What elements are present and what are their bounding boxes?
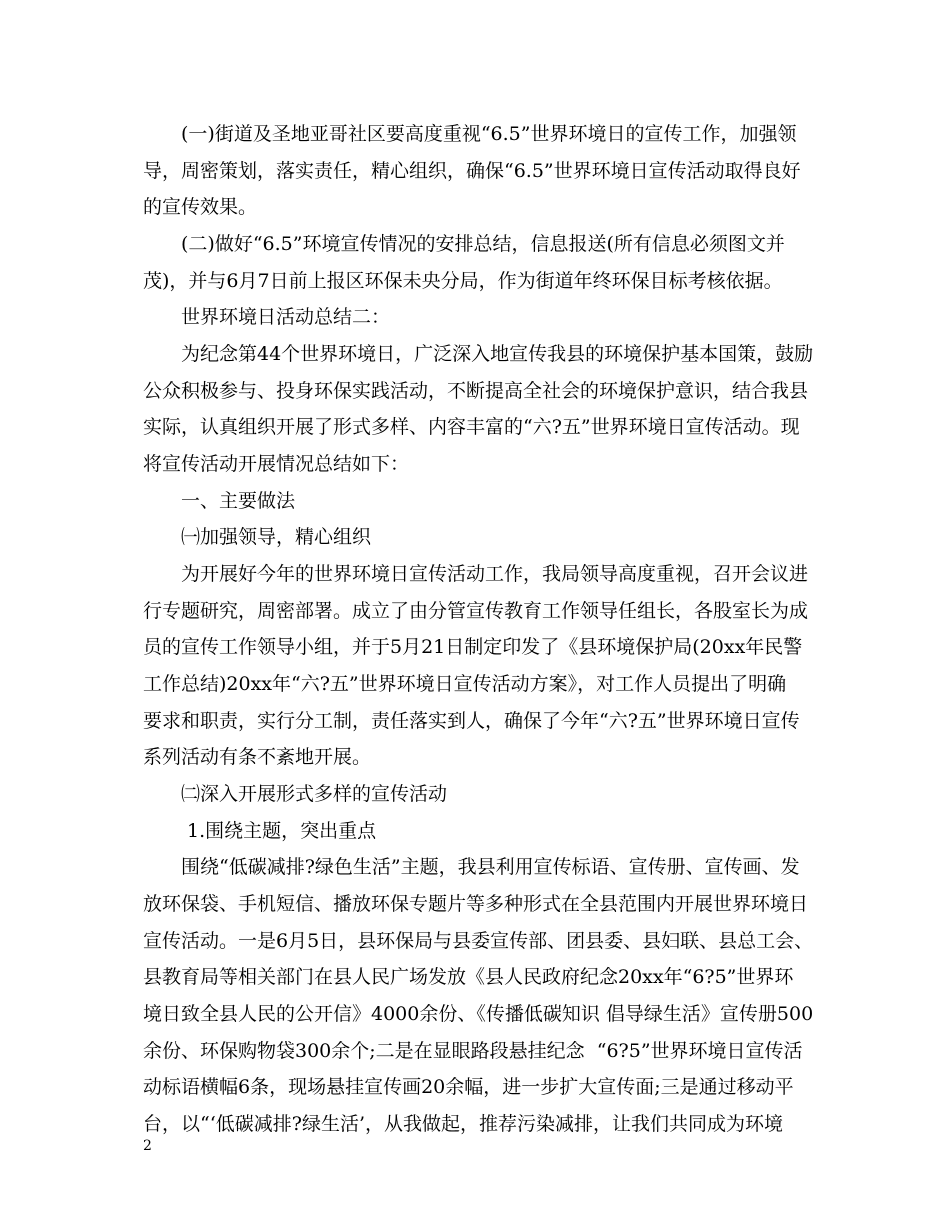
page-number: 2 [143, 1138, 152, 1154]
text-line: 要求和职责，实行分工制，责任落实到人，确保了今年“六?五”世界环境日宣传 [143, 710, 800, 732]
text-line: 为开展好今年的世界环境日宣传活动工作，我局领导高度重视，召开会议进 [181, 563, 809, 585]
text-line: 为纪念第44个世界环境日，广泛深入地宣传我县的环境保护基本国策，鼓励 [181, 343, 814, 365]
text-line: 员的宣传工作领导小组，并于5月21日制定印发了《县环境保护局(20xx年民警 [143, 636, 803, 658]
text-line: 余份、环保购物袋300余个;二是在显眼路段悬挂纪念 “6?5”世界环境日宣传活 [143, 1040, 803, 1062]
text-line: 台，以“‘低碳减排?绿生活’，从我做起，推荐污染减排，让我们共同成为环境 [143, 1113, 783, 1135]
text-line: 将宣传活动开展情况总结如下： [143, 453, 410, 475]
text-line: 县教育局等相关部门在县人民广场发放《县人民政府纪念20xx年“6?5”世界环 [143, 966, 794, 988]
text-line: 1.围绕主题，突出重点 [181, 820, 377, 842]
text-line: 系列活动有条不紊地开展。 [143, 746, 372, 768]
text-line: 实际，认真组织开展了形式多样、内容丰富的“六?五”世界环境日宣传活动。现 [143, 416, 800, 438]
text-line: 的宣传效果。 [143, 196, 258, 218]
text-line: 世界环境日活动总结二： [181, 306, 391, 328]
text-line: 动标语横幅6条，现场悬挂宣传画20余幅，进一步扩大宣传面;三是通过移动平 [143, 1076, 794, 1098]
text-line: 公众积极参与、投身环保实践活动，不断提高全社会的环境保护意识，结合我县 [143, 380, 809, 402]
text-line: 行专题研究，周密部署。成立了由分管宣传教育工作领导任组长，各股室长为成 [143, 600, 809, 622]
text-line: (一)街道及圣地亚哥社区要高度重视“6.5”世界环境日的宣传工作，加强领 [181, 123, 797, 145]
text-line: 围绕“低碳减排?绿色生活”主题，我县利用宣传标语、宣传册、宣传画、发 [181, 856, 800, 878]
text-line: ㈠加强领导，精心组织 [181, 526, 372, 548]
text-line: 放环保袋、手机短信、播放环保专题片等多种形式在全县范围内开展世界环境日 [143, 893, 809, 915]
text-line: (二)做好“6.5”环境宣传情况的安排总结，信息报送(所有信息必须图文并 [181, 233, 785, 255]
text-line: 工作总结)20xx年“六?五”世界环境日宣传活动方案》，对工作人员提出了明确 [143, 673, 787, 695]
text-line: 一、主要做法 [181, 490, 296, 512]
text-line: 茂)，并与6月7日前上报区环保未央分局，作为街道年终环保目标考核依据。 [143, 270, 783, 292]
text-line: 宣传活动。一是6月5日，县环保局与县委宣传部、团县委、县妇联、县总工会、 [143, 930, 814, 952]
text-line: 境日致全县人民的公开信》4000余份、《传播低碳知识 倡导绿生活》宣传册500 [143, 1003, 814, 1025]
text-line: ㈡深入开展形式多样的宣传活动 [181, 783, 448, 805]
text-line: 导，周密策划，落实责任，精心组织，确保“6.5”世界环境日宣传活动取得良好 [143, 160, 801, 182]
